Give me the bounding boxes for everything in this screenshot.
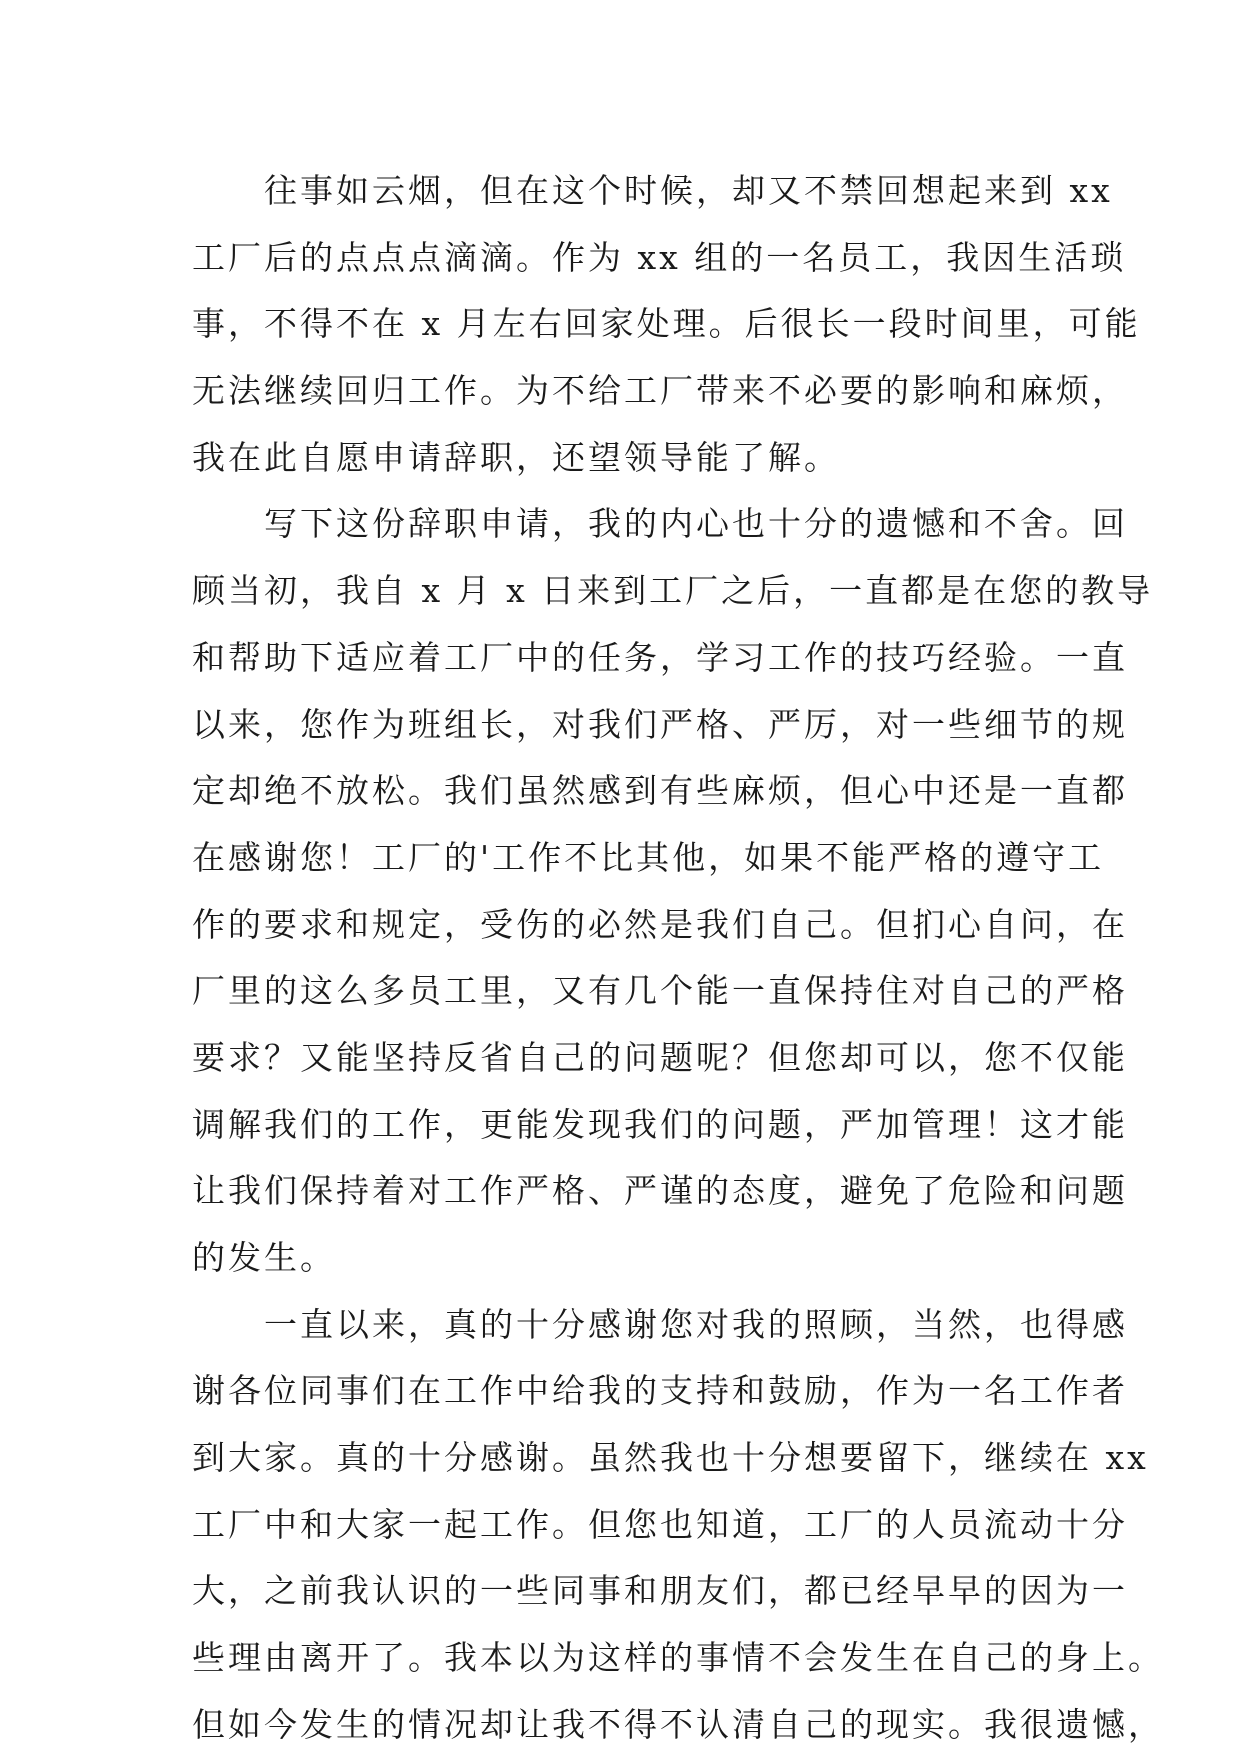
paragraph-1 — [192, 158, 1141, 491]
text-line: 定却绝不放松。我们虽然感到有些麻烦，但心中还是一直都 — [192, 771, 1128, 811]
text-line: 在感谢您！工厂的'工作不比其他，如果不能严格的遵守工 — [192, 837, 1105, 877]
text-line: 厂里的这么多员工里，又有几个能一直保持住对自己的严格 — [192, 971, 1128, 1011]
text-line: 的发生。 — [192, 1238, 336, 1277]
text-line: 一直以来，真的十分感谢您对我的照顾，当然，也得感 — [192, 1304, 1128, 1344]
text-line: 谢各位同事们在工作中给我的支持和鼓励，作为一名工作者 — [192, 1371, 1128, 1411]
text-line: 大，之前我认识的一些同事和朋友们，都已经早早的因为一 — [192, 1571, 1128, 1611]
text-line: 作的要求和规定，受伤的必然是我们自己。但扪心自问，在 — [192, 904, 1128, 944]
text-line: 但如今发生的情况却让我不得不认清自己的现实。我很遗憾， — [192, 1704, 1164, 1744]
text-line: 写下这份辞职申请，我的内心也十分的遗憾和不舍。回 — [192, 504, 1128, 544]
text-line: 让我们保持着对工作严格、严谨的态度，避免了危险和问题 — [192, 1171, 1128, 1211]
paragraph-2 — [192, 491, 1154, 1291]
text-line: 工厂后的点点点滴滴。作为 xx 组的一名员工，我因生活琐 — [192, 237, 1127, 277]
text-line: 要求？又能坚持反省自己的问题呢？但您却可以，您不仅能 — [192, 1037, 1128, 1077]
text-line: 无法继续回归工作。为不给工厂带来不必要的影响和麻烦， — [192, 371, 1128, 411]
text-line: 我在此自愿申请辞职，还望领导能了解。 — [192, 437, 840, 477]
text-line: 工厂中和大家一起工作。但您也知道，工厂的人员流动十分 — [192, 1504, 1128, 1544]
text-line: 顾当初，我自 x 月 x 日来到工厂之后，一直都是在您的教导 — [192, 571, 1154, 611]
text-line: 往事如云烟，但在这个时候，却又不禁回想起来到 xx — [192, 171, 1113, 210]
text-line: 到大家。真的十分感谢。虽然我也十分想要留下，继续在 xx — [192, 1438, 1149, 1478]
text-line: 调解我们的工作，更能发现我们的问题，严加管理！这才能 — [192, 1104, 1128, 1144]
document-body — [192, 158, 1164, 1759]
text-line: 以来，您作为班组长，对我们严格、严厉，对一些细节的规 — [192, 704, 1128, 744]
text-line: 和帮助下适应着工厂中的任务，学习工作的技巧经验。一直 — [192, 637, 1128, 677]
text-line: 些理由离开了。我本以为这样的事情不会发生在自己的身上。 — [192, 1638, 1164, 1678]
text-line: 事，不得不在 x 月左右回家处理。后很长一段时间里，可能 — [192, 304, 1141, 344]
paragraph-3 — [192, 1292, 1164, 1759]
